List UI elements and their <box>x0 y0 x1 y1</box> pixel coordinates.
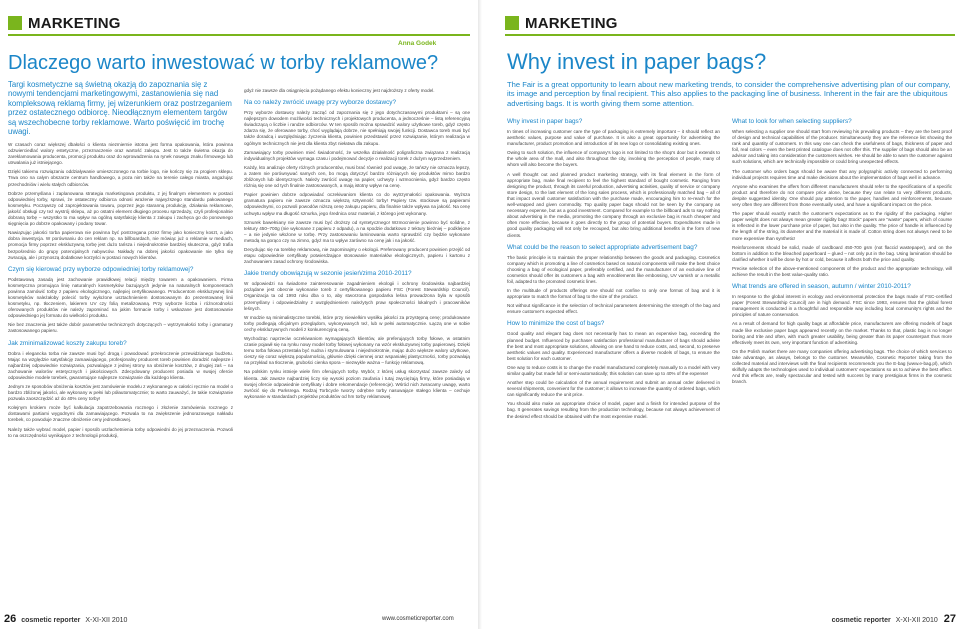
right-headline: Why invest in paper bags? <box>507 49 767 74</box>
website-url: www.cosmeticreporter.com <box>382 616 454 622</box>
left-section-text: MARKETING <box>28 14 121 32</box>
subheading: Jak zminimalizować koszty zakupu toreb? <box>8 339 127 347</box>
paragraph: Not without significance is the selection of technical parameters determining the strength of the bag and ensure customer's expected effect. <box>507 303 720 315</box>
paragraph: W czasach coraz większej dbałości o klienta niezmiernie istotna jest forma opakowania, która powinna odzwierciedlać walory estetyczne, przeznaczenie oraz wartość zakupu. Jest to także świetna okazja do zareklamowania producenta, promocji produktu oraz do wprowadzenia na rynek nowego znaku firmowego lub utrwalania już istniejącego. <box>8 142 233 166</box>
issue-date: X-XI-XII 2010 <box>895 617 938 624</box>
paragraph: Na polskim rynku istnieje wiele firm oferujących torby. Wybór, z której usług skorzystać zawsze zależy od klienta. Jak zawsze najbardziej liczy się wysoki poziom zaufania i tutaj zwyciężają firmy, które posiadają w swojej ofercie odpowiednie certyfikaty i dobre rekomendacje (referencje). Wśród nich zwracamy uwagę, warto zwrócić się do Parksrega. Rodzaj Torbcycle tworzy odrębne torby nasuwające stałego klienta – cechuje wykonanie w standardach projektów produktów od hm torby reklamowej. <box>244 369 470 399</box>
right-section-text: MARKETING <box>525 14 618 32</box>
left-page <box>0 0 478 629</box>
paragraph: W odpowiedzi na świadome zainteresowanie zagadnieniem ekologii i ochrony środowiska najbardziej pożądane jest obecnie wykonanie toreb z certyfikowanego papieru FSC (Forest Stewardship Council). Organizacja ta od 1993 roku dba o to, aby stworzona gospodarka leśna prowadzona była w sposób przemyślany i odpowiedzialny z uwzględnieniem należytych praw społeczności lokalnych i pracowników leśnych. <box>244 281 470 311</box>
paragraph: Dzięki takiemu rozwiązaniu oddziaływanie umieszczonego na torbie logo, nie kończy się za progiem sklepu. Trwa ono na całym obszarze centrum handlowego, a poza nim także na terenie całego miasta, angażując przechodniów i wielu stałych odbiorców. <box>8 169 233 187</box>
paragraph: Zamawiający torby powinien mieć świadomość, że wszelka działalność poligraficzna związana z realizacją indywidualnych projektów wymaga czasu i podejmować decyzje o realizacji torek z dużym wyprzedzeniem. <box>244 149 470 161</box>
paragraph: In times of increasing customer care the type of packaging is extremely important – it should reflect an aesthetic values, purpose and value of purchase. It is also a great opportunity for advertising the manufacturer, product promotion and introduction of its new logo or consolidating existing ones. <box>507 129 720 147</box>
left-section-rule <box>8 34 470 36</box>
left-folio <box>4 613 127 625</box>
green-square-icon <box>505 16 519 30</box>
left-headline: Dlaczego warto inwestować w torby reklamowe? <box>8 52 439 74</box>
subheading: Na co należy zwrócić uwagę przy wyborze dostawcy? <box>244 99 397 107</box>
page-number: 27 <box>943 613 956 625</box>
paragraph: W modzie są minimalistyczne torebki, które przy niewielkim wysiłku jakości za przystępną cenę; produkowane torby podlegają oficjalnym przeglądom, wykonywanych też, lub w pełni automatycznie. Łączą one w sobie cechy ekskluzywnych modeli z konkurencyjną ceną. <box>244 314 470 332</box>
right-folio <box>827 613 956 625</box>
paragraph: Nie bez znaczenia jest także dobór parametrów technicznych dotyczących – wytrzymałości torby i gramatury zastosowanego papieru. <box>8 322 233 334</box>
paragraph: Reinforcements should be solid, made of cardboard 450-700 gsm (not flaccid wastepaper), and on the bottom in addition to the bleached paperboard – glued – not only put in the bag. Using lamination should be clarified whether it will be done by hot or cold, because it affects both the price and quality. <box>732 244 952 262</box>
paragraph: The basic principle is to maintain the proper relationship between the goods and packaging. Cosmetics company which is promoting a line of cosmetics based on natural components will make the best choice choosing a bag of ecological paper, preferably certified, and the manufacturer of an exclusive line of cosmetics should offer its customers a bag with ennoblements like embossing, UV varnish or a metallic foil, adapted to the promoted cosmetic lines. <box>507 254 720 284</box>
right-section-rule <box>505 34 955 36</box>
right-page <box>482 0 960 629</box>
subheading: Czym się kierować przy wyborze odpowiedniej torby reklamowej? <box>8 265 194 273</box>
paragraph: On the Polish market there are many companies offering advertising bags. The choice of which services to take advantage, as always, belongs to the customer. Meanwhile, Cosmetic Reporter taking from the collected material and interviews with the final recipients recommends you the E-bag (www.e-bag.pl), which skilfully adapts the technologies used to individual customers' expectations so as to achieve the best effect. And this effects are, really spectacular and tested with success by many prestigious firms in the cosmetic branch. <box>732 348 952 385</box>
subheading: How to minimize the cost of bags? <box>507 320 605 328</box>
paragraph: You should also make an appropriate choice of model, paper and a finish for intended purpose of the bag. It generates savings resulting from the production technology, because not always achievement of the desired effect should be obtained with the most expensive model. <box>507 401 720 419</box>
paragraph: Wychodząc naprzeciw oczekiwaniom wymagających klientów, ale preferujących torby fołowe, w ostatnim czasie pojawił się na rynku nowy model torby fołowej wykonany na wzór ekskluzywnej torby papierowej. Dzięki temu torba fołowa przestała być nudna i stymulowana i niejednokrotnie, mając dużo większe walory użytkowe, cieszy się coraz większą popularnością, głównie dzięki ciemnej oraz wspaniałej plastyczności, torby pozwalają na przykład na tłoczenie, grubości cienka spora – niezwykle ważna – funkcję reklamową. <box>244 336 470 366</box>
right-column-2 <box>732 118 952 608</box>
subheading: Why invest in paper bags? <box>507 118 583 125</box>
page-number: 26 <box>4 613 17 625</box>
right-column-1 <box>507 118 720 608</box>
left-section-label <box>8 14 121 32</box>
right-section-label <box>505 14 618 32</box>
subheading: What to look for when selecting suppliers? <box>732 118 852 125</box>
paragraph: gdyż nie zawsze dla osiągnięcia pożądanego efektu konieczny jest najdroższy z oferty model. <box>244 88 435 93</box>
magazine-name: cosmetic reporter <box>831 617 891 624</box>
paragraph: Another step could be calculation of the annual requirement and submit an annual order delivered in several shipments, convenient for the customer; it allows to increase the quantity of ordered bags, which can significantly reduce the unit price. <box>507 380 720 398</box>
green-square-icon <box>8 16 22 30</box>
paragraph: Każdy, kto analizuje oferty różnych producentów, musi brać również pod uwagę, że tańszy nie oznacza lepszy, a zatem nie porównywać samych cen, bo mogą dotyczyć bardzo różniących się produktów mimo bardzo zbliżonych lub identycznych. Należy zwrócić uwagę na papier, uchwyty i wzmocnienia, gdyż bardzo często różnią się one od tych finalnie zastosowanych, a mają istotny wpływ na cenę. <box>244 164 470 189</box>
subheading: What could be the reason to select appropriate advertisement bag? <box>507 243 698 251</box>
paragraph: Good quality and elegant bag does not necessarily has to mean an expensive bag, exceeding the planned budget. Influenced by purchaser satisfaction professional manufacturer of bags should advise the best and most appropriate solutions, allowing on one hand to reduce costs, and, second, to preserve aesthetic values and quality. Experienced manufacturer offers a diverse models of bags, to ensure the best solution for each customer. <box>507 331 720 361</box>
paragraph: Owing to such solution, the influence of company's logo is not limited to the shop's door but it extends to the whole area of the mall, and also throughout the city, involving the perception of people, many of whom will also become the buyers. <box>507 150 720 168</box>
magazine-name: cosmetic reporter <box>21 617 81 624</box>
paragraph: Przy wyborze dostawcy należy zacząć od zapoznania się z jego dotychczasowymi produktami – są one najlepszym dowodem możliwości technicznych i projektowych producenta, a jednocześnie – listą referencyjną świadczącą o liczbie i randze odbiorców. W ten sposób można sprawdzić walory użytkowe toreb, gdyż często zdarza się, że oferowane torby, choć wyglądają dobrze, nie spełniają swojej funkcji. Dostawca toreb musi być także doradcą i uwzględniając życzenia klienta, powinien przedstawić przez rozwiązanie, którym realizacja w ogólnym technicznych nie jest dla klienta zbyt niełatwa dla zakupu. <box>244 110 470 146</box>
subheading: What trends are offered in season, autumn / winter 2010-2011? <box>732 283 911 291</box>
paragraph: Sznurek bawełniany nie zawsze musi być droższy od syntetycznego! Wzmocnienie powinno być solidne, z tektury 450–700g (nie wykonane z papieru z odpadu), a na spodzie dodatkowo z tektury bieżniej – podklejone – a nie jedynie włożone w torbę. Przy zastosowaniu laminowania warto sprawdzić czy będzie wykonane metodą na gorąco czy na zimno, gdyż ma to wpływ zarówno na cenę jak i na jakość. <box>244 219 470 243</box>
paragraph: Dobrze przemyślana i zaplanowana strategia marketingowa produktu, z jej finalnym elementem w postaci odpowiedniej torby, sprawi, że ostateczny odbiorca odnosi wrażenie najwyższego standardu pakowanego kosmetyku. Począwszy od zaprojektowania towaru, poprzez jego staranną produkcję, działania reklamowe, jakość obsługi czy też wystrój sklepu, aż po ostatni element długiego procesu sprzedaży, czyli profesjonalnie dobraną torbę – wszystko to ma wpływ na ogólną satysfakcję klienta z zakupu i zachęca go do ponownego sięgnięcia po dobrze opakowany i podany towar. <box>8 190 233 227</box>
paragraph: Anyone who examines the offers from different manufacturers should refer to the specifications of a specific product and therefore do not compare price alone, because they can relate to very different products, despite suggested identity. One should pay attention to the paper, handles and reinforcements, because very often they are different from those eventually used, and have a significant impact on the price. <box>732 183 952 208</box>
paragraph: Precise selection of the above-mentioned components of the product and the appropriate technology, will achieve the result in the best value-quality ratio. <box>732 265 952 277</box>
left-column-1 <box>8 142 233 608</box>
paragraph: In the multitude of products offerings one should not confine to only one format of bag and it is appropriate to match the format of bag to the size of the product. <box>507 288 720 300</box>
left-lead: Targi kosmetyczne są świetną okazją do zapoznania się z nowymi tendencjami marketingowymi, zastanowienia się nad kompleksową reklamą firmy, jej wizerunkiem oraz postrzeganiem przez ostatecznego odbiorcę. Nieodłącznym elementem targów są wszechobecne torby reklamowe. Warto poświęcić im trochę uwagi. <box>8 80 232 137</box>
paragraph: Należy także wybrać model, papier i sposób uszlachetnienia torby odpowiedni do jej przeznaczenia. Pozwoli to na oszczędności wynikające z technologii produkcji, <box>8 426 233 438</box>
paragraph: Nawiązując jakości torba papierowa nie powinna być postrzegana przez firmę jako konieczny koszt, a jako dobra inwestycja. W porównaniu do cen reklam np. na billboardach, nie mówiąc już o reklamie w mediach, promocja firmy poprzez ekskluzywną torbę jest dużo tańsza i niejednokrotnie bardziej skuteczna, gdyż trafia bezpośrednio do grupy potencjalnych nabywców. Nakłady na dobrej jakości opakowanie nie tylko się zwracają, ale i przynoszą dodatkowe korzyści w postaci nowych klientów. <box>8 230 233 260</box>
paragraph: Papier powinien dobrze odpowiadać oczekiwaniom klienta co do wytrzymałości opakowania. Wyższa gramatura papieru nie zawsze oznacza większą sztywność torby! Papiery tzw. stockowe są papierami odpowiednymi, co pozwoli powodów niższą cenę zakupu papieru, dla finalnie także wpływa na jakość. Na cenę uchwytu wpływ ma długość sznurka, jego średnica oraz materiał, z którego jest wykonany. <box>244 192 470 216</box>
paragraph: Jednym ze sposobów obniżenia kosztów jest zamówienie modelu z wykonanego w całości ręcznie na model o bardzo zbliżonej jakości, ale wykonany w pełni lub półautomatycznie; to warto zauważyć, że takie rozwiązanie pozwala zaoszczędzić aż do 40% ceny torby! <box>8 384 233 402</box>
right-lead: The Fair is a great opportunity to learn about new marketing trends, to consider the comprehensive advertising plan of our company, its image and perception by final recipient. This also applies to the packaging line of business. Inherent in the fair are the ubiquitous advertising bags. It is worth giving them some attention. <box>507 80 951 108</box>
paragraph: The customer who orders bags should be aware that any polygraphic activity connected to performing individual projects requires time and make decisions about the implementation of bags well in advance. <box>732 168 952 180</box>
paragraph: As a result of demand for high quality bags at affordable price, manufacturers are offering models of bags made like exclusive paper bags appeared recently on the market. Thanks to that, plastic bag is no longer boring and trite and often, with much greater usability, being greater than its paper counterpart thus more effectively meet its own, very important function of advertising. <box>732 321 952 345</box>
paragraph: In response to the global interest in ecology and environmental protection the bags made of FSC-certified paper (Forest Stewardship Council) are in high demand. FSC since 1993, ensures that the global forest management is conducted in a thoughtful and responsible way including local community's rights and the principles of nature conservation. <box>732 294 952 318</box>
paragraph: When selecting a supplier one should start from reviewing his prevailing products – they are the best proof of design and technical capabilities of the producer. Simultaneously they are the reference list showing the rank and quantity of customers. In this way one can check the usefulness of bags, thickness of paper and foil, real colors – even the best printed catalogue does not offer this. The supplier of bags should also be an advisor and taking into consideration the customers wishes. He should be able to warn the customer against such solutions, which are technically impossible or could bring unexpected effects. <box>732 129 952 165</box>
subheading: Jakie trendy obowiązują w sezonie jesień/zima 2010-2011? <box>244 270 412 278</box>
issue-date: X-XI-XII 2010 <box>85 617 128 624</box>
paragraph: A well thought out and planned product marketing strategy, with its final element in the form of appropriate bag, make final recipient to feel the highest standard of bought cosmetic. Ranging from designing the product, through its careful production, advertising activities, quality of service or company store design, to the last element of the long sales process, which is professionally matched bag – all of that impact overall customer satisfaction with the purchase made, encouraging him to re-reach for the well-wrapped and given commodity. Top quality paper bags should not be seen by the company as necessary expense, but as a good investment. Compared for example to the billboard ads to say nothing about advertising in the media, promoting the company through an exclusive bag is much cheaper and often more effective, because it goes directly to the group of potential buyers. Expenditures made in good quality packaging will not only be recouped, but also bring additional benefits in the form of new clients. <box>507 171 720 238</box>
paragraph: Dobra i elegancka torba nie zawsze musi być drogą i powodować przekroczenie przewidzianego budżetu. Mając na względzie satysfakcję zamawiającego, profesjonalny producent toreb powinien doradzić najlepsze i najbardziej odpowiednie rozwiązania, pozwalające z jednej strony na obniżenie kosztów, z drugiej zaś – na zachowanie walorów estetycznych i jakościowych. Zdecydowany producent posiada w swojej ofercie odpowiednie modele torebek, gwarantujące najlepsze rozwiązanie dla każdego klienta. <box>8 350 233 380</box>
paragraph: Decydując się na torebkę reklamową, nie zapominajmy o ekologii. Preferowany producent powinien przejść od etapu odpowiednie certyfikaty potwierdzające stosowanie materiałów ekologicznych, papieru i kartonu z zachowaniem zasad ochrony środowiska. <box>244 246 470 265</box>
paragraph: The paper should exactly match the customer's expectations as to the rigidity of the packaging. Higher paper weight does not always mean greater rigidity bag! Stock" papers are "waste" papers, which of course is reflected in the lower purchase price of paper, but also in the quality. The price of handle is influenced by the length of the string, its diameter and the material it is made of. Cotton string does not always need to be more expensive than synthetic! <box>732 211 952 241</box>
left-column-2 <box>244 88 470 608</box>
author-byline: Anna Godek <box>398 40 437 47</box>
paragraph: Kolejnym krokiem może być kalkulacja zapotrzebowania rocznego i złożenie zamówienia rocznego z dostawami partiami wygodnymi dla zamawiającego. Pozwala to na zwiększenie jednorazowego nakładu torebek, co powoduje znaczne obniżenie ceny jednostkowej. <box>8 405 233 423</box>
paragraph: Podstawową zasadą jest zachowanie prawidłowej relacji między towarem a opakowaniem. Firma kosmetyczna promująca linię naturalnych kosmetyków bazujących jedynie na naturalnych komponentach powinna zamówić torby z papieru ekologicznego, najlepiej certyfikowanego. Producentom ekskluzywnej linii kosmetyków należałoby polecić torby wyłożone usztachnieniem dostosowanym do prezentowanej linii kosmetyku, np. tłoczeniem, lakierem UV czy folią metalizowaną. Przy wyborze liczba i różnorodności oferowanych produktów nie należy zapominać na jakim formacie torby i wskazane jest dostosowanie odpowiedniego jej formatu do wielkości produktu. <box>8 276 233 319</box>
paragraph: One way to reduce costs is to change the model manufactured completely manually to a model with very similar quality but made full or semi-automatically; this solution can save up to 40% of the expense! <box>507 364 720 376</box>
